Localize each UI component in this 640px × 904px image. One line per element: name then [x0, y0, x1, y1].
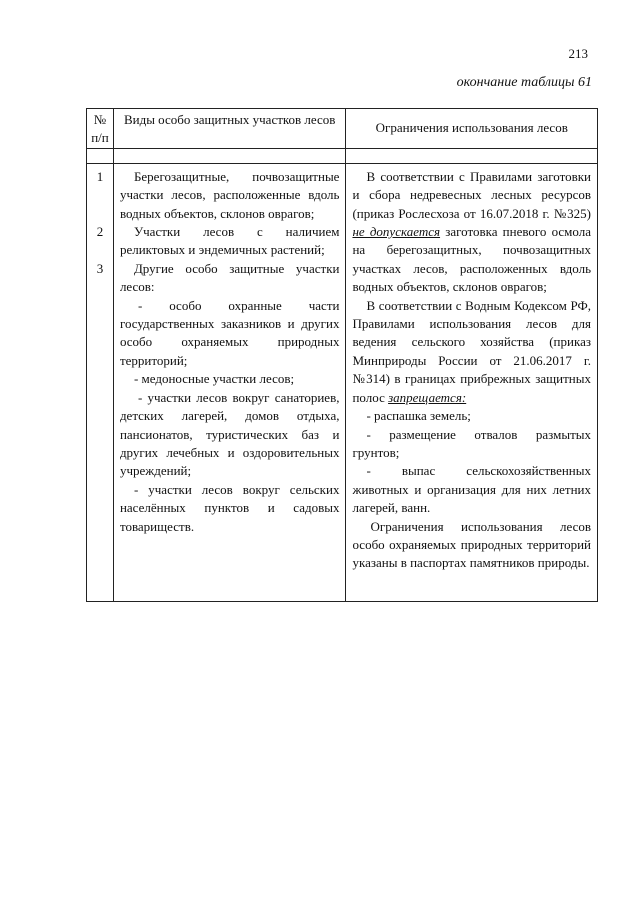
row-number-2: 2 — [96, 224, 104, 240]
kinds-cell — [113, 163, 346, 601]
row-numbers-cell — [87, 163, 114, 601]
table-spacer-row — [87, 148, 598, 163]
table-caption: окончание таблицы 61 — [456, 75, 592, 90]
table-header-row — [87, 109, 598, 149]
page-number: 213 — [568, 46, 588, 61]
kind-relict: Участки лесов с наличием реликтовых и эндемичных растений; — [119, 224, 340, 258]
restriction-protected-areas: Ограничения использования лесов особо охраняемых природных территорий указаны в паспортах памятников природы. — [352, 518, 591, 571]
kind-sanatoriums: - участки лесов вокруг санаториев, детских лагерей, домов отдыха, пансионатов, туристических баз и других лечебных и оздоровительных учреждений; — [119, 389, 340, 479]
header-number: № п/п — [87, 109, 114, 149]
forest-restrictions-table — [86, 108, 598, 602]
emphasis-prohibited: запрещается: — [388, 389, 467, 405]
restriction-dumps: - размещение отвалов размытых грунтов; — [352, 426, 591, 460]
header-kinds: Виды особо защитных участков лесов — [113, 109, 346, 149]
row-number-1: 1 — [96, 168, 104, 184]
table-body-row — [87, 163, 598, 601]
kind-reserves: - особо охранные части государственных заказников и других особо охраняемых природных территорий; — [119, 297, 340, 368]
restrictions-cell — [346, 163, 598, 601]
restriction-grazing: - выпас сельскохозяйственных животных и организация для них летних лагерей, ванн. — [352, 463, 591, 516]
kind-other: Другие особо защитные участки лесов: — [119, 260, 340, 295]
row-number-3: 3 — [96, 260, 104, 276]
emphasis-not-allowed: не допускается — [352, 224, 441, 240]
kind-honey: - медоносные участки лесов; — [133, 371, 295, 387]
restriction-para-2: В соответствии с Водным Кодексом РФ, Правилами использования лесов для ведения сельского хозяйства (приказ Минприроды России от 21.06.2017 г. №314) в границах прибрежных защитных полос запрещается: — [352, 297, 591, 405]
restriction-plowing: - распашка земель; — [366, 408, 471, 424]
kind-coastal: Берегозащитные, почвозащитные участки лесов, расположенные вдоль водных объектов, склонов оврагов; — [119, 168, 340, 221]
restriction-para-1: В соответствии с Правилами заготовки и сбора недревесных лесных ресурсов (приказ Рослесхоза от 16.07.2018 г. №325) не допускается заготовка пневого осмола на берегозащитных, почвозащитных участках лесов, расположенных вдоль водных объектов, склонов оврагов; — [352, 168, 591, 295]
kind-settlements: - участки лесов вокруг сельских населённых пунктов и садовых товариществ. — [119, 481, 340, 534]
header-restrictions: Ограничения использования лесов — [346, 109, 598, 149]
